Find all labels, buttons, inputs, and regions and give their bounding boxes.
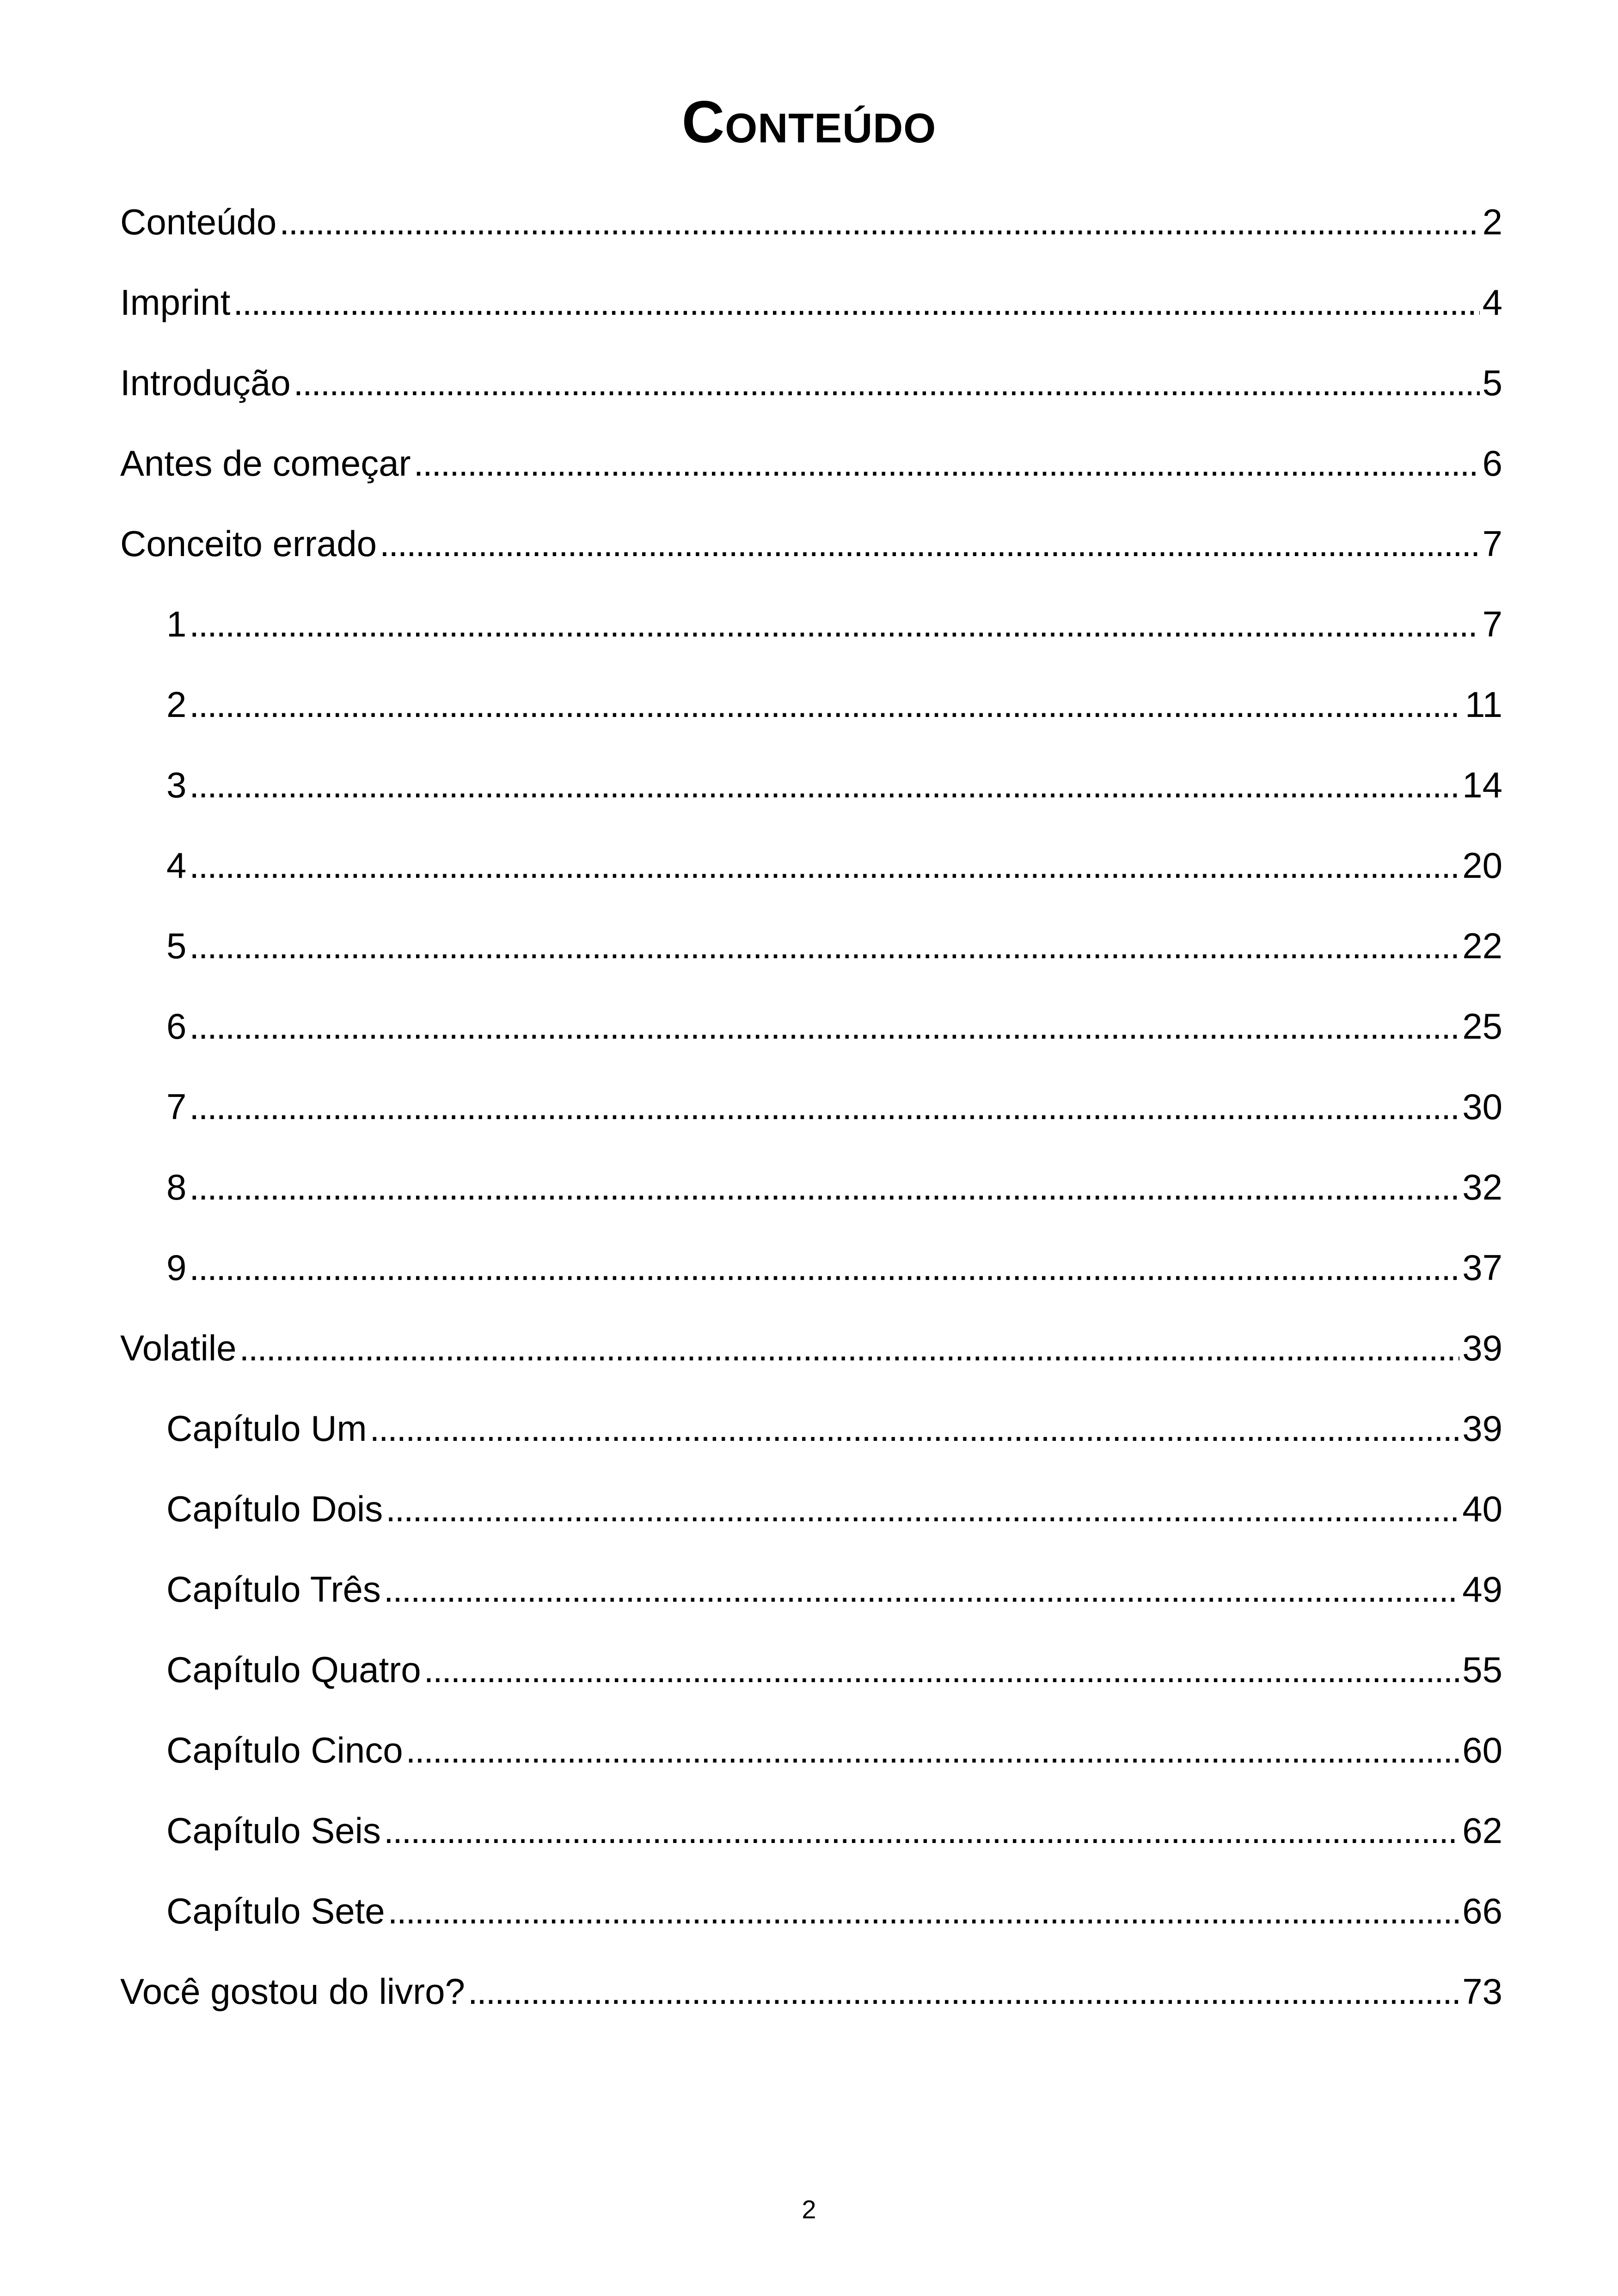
- toc-entry[interactable]: [120, 1147, 1502, 1227]
- toc-entry-label: 3: [166, 765, 187, 805]
- toc-entry-label: Antes de começar: [120, 443, 411, 484]
- toc-entry-label: Imprint: [120, 282, 231, 323]
- toc-entry-label: Conteúdo: [120, 202, 277, 242]
- toc-entry-page-number: 40: [1462, 1488, 1502, 1529]
- toc-entry-label: Capítulo Três: [166, 1569, 381, 1610]
- toc-entry-label: Conceito errado: [120, 523, 377, 564]
- toc-entry-label: Capítulo Seis: [166, 1810, 381, 1851]
- toc-entry-label: 5: [166, 925, 187, 966]
- toc-entry[interactable]: [120, 423, 1502, 503]
- toc-entry-page-number: 62: [1462, 1810, 1502, 1851]
- toc-entry[interactable]: [120, 1629, 1502, 1710]
- toc-entry[interactable]: [120, 503, 1502, 584]
- toc-dot-leader: [384, 1807, 1459, 1854]
- toc-entry-label: 8: [166, 1167, 187, 1207]
- toc-dot-leader: [189, 1244, 1459, 1291]
- toc-entry-page-number: 14: [1462, 765, 1502, 805]
- toc-entry-page-number: 7: [1482, 523, 1502, 564]
- toc-entry[interactable]: [120, 825, 1502, 906]
- toc-dot-leader: [189, 923, 1459, 969]
- toc-entry-page-number: 30: [1462, 1086, 1502, 1127]
- toc-entry-label: Capítulo Um: [166, 1408, 367, 1449]
- toc-dot-leader: [424, 1647, 1460, 1693]
- toc-entry-page-number: 20: [1462, 845, 1502, 886]
- toc-dot-leader: [279, 199, 1479, 245]
- toc-dot-leader: [239, 1325, 1460, 1371]
- toc-entry-page-number: 49: [1462, 1569, 1502, 1610]
- toc-dot-leader: [370, 1405, 1460, 1451]
- toc-dot-leader: [414, 440, 1480, 486]
- table-of-contents: [120, 182, 1502, 2032]
- toc-entry-page-number: 4: [1482, 282, 1502, 323]
- toc-dot-leader: [189, 601, 1479, 647]
- toc-entry-label: Você gostou do livro?: [120, 1971, 465, 2012]
- toc-entry-label: Capítulo Dois: [166, 1488, 383, 1529]
- toc-entry[interactable]: [120, 1469, 1502, 1549]
- toc-dot-leader: [380, 520, 1480, 567]
- toc-entry-page-number: 11: [1465, 684, 1502, 725]
- toc-entry-label: 9: [166, 1247, 187, 1288]
- toc-dot-leader: [189, 1084, 1459, 1130]
- toc-dot-leader: [189, 842, 1459, 888]
- toc-entry[interactable]: [120, 1790, 1502, 1871]
- toc-entry-label: Introdução: [120, 362, 291, 403]
- toc-entry-page-number: 6: [1482, 443, 1502, 484]
- toc-entry-label: Capítulo Cinco: [166, 1730, 403, 1770]
- toc-dot-leader: [189, 762, 1459, 808]
- toc-entry-label: Volatile: [120, 1328, 237, 1368]
- toc-entry-label: 7: [166, 1086, 187, 1127]
- toc-entry-page-number: 22: [1462, 925, 1502, 966]
- toc-entry-page-number: 66: [1462, 1891, 1502, 1931]
- toc-entry-label: Capítulo Sete: [166, 1891, 385, 1931]
- toc-entry-page-number: 25: [1462, 1006, 1502, 1047]
- toc-entry-label: 2: [166, 684, 187, 725]
- toc-dot-leader: [468, 1968, 1459, 2014]
- toc-entry[interactable]: [120, 1871, 1502, 1951]
- toc-entry[interactable]: [120, 906, 1502, 986]
- toc-entry-label: 6: [166, 1006, 187, 1047]
- toc-entry[interactable]: [120, 1066, 1502, 1147]
- toc-entry[interactable]: [120, 182, 1502, 262]
- page-title: Conteúdo: [681, 89, 937, 155]
- toc-entry-page-number: 73: [1462, 1971, 1502, 2012]
- toc-entry[interactable]: [120, 1951, 1502, 2032]
- toc-entry[interactable]: [120, 1227, 1502, 1308]
- toc-entry-page-number: 32: [1462, 1167, 1502, 1207]
- toc-dot-leader: [189, 1164, 1459, 1210]
- toc-dot-leader: [388, 1888, 1460, 1934]
- toc-entry[interactable]: [120, 745, 1502, 825]
- toc-entry[interactable]: [120, 343, 1502, 423]
- toc-dot-leader: [406, 1727, 1460, 1773]
- toc-entry[interactable]: [120, 1388, 1502, 1469]
- toc-entry[interactable]: [120, 1710, 1502, 1790]
- toc-entry[interactable]: [120, 1549, 1502, 1629]
- toc-dot-leader: [386, 1486, 1459, 1532]
- toc-entry-page-number: 37: [1462, 1247, 1502, 1288]
- toc-entry-label: Capítulo Quatro: [166, 1649, 421, 1690]
- toc-entry-label: 4: [166, 845, 187, 886]
- toc-dot-leader: [233, 279, 1479, 325]
- toc-entry-label: 1: [166, 604, 187, 644]
- toc-entry-page-number: 2: [1482, 202, 1502, 242]
- toc-entry[interactable]: [120, 986, 1502, 1066]
- toc-dot-leader: [294, 360, 1480, 406]
- toc-entry-page-number: 39: [1462, 1408, 1502, 1449]
- toc-entry-page-number: 7: [1482, 604, 1502, 644]
- toc-entry-page-number: 60: [1462, 1730, 1502, 1770]
- toc-entry-page-number: 39: [1462, 1328, 1502, 1368]
- toc-entry[interactable]: [120, 584, 1502, 664]
- toc-entry[interactable]: [120, 262, 1502, 343]
- toc-dot-leader: [189, 1003, 1459, 1049]
- toc-dot-leader: [189, 681, 1462, 728]
- toc-entry-page-number: 55: [1462, 1649, 1502, 1690]
- toc-entry[interactable]: [120, 1308, 1502, 1388]
- page-number: 2: [802, 2195, 816, 2224]
- toc-dot-leader: [384, 1566, 1459, 1612]
- toc-entry[interactable]: [120, 664, 1502, 745]
- toc-entry-page-number: 5: [1482, 362, 1502, 403]
